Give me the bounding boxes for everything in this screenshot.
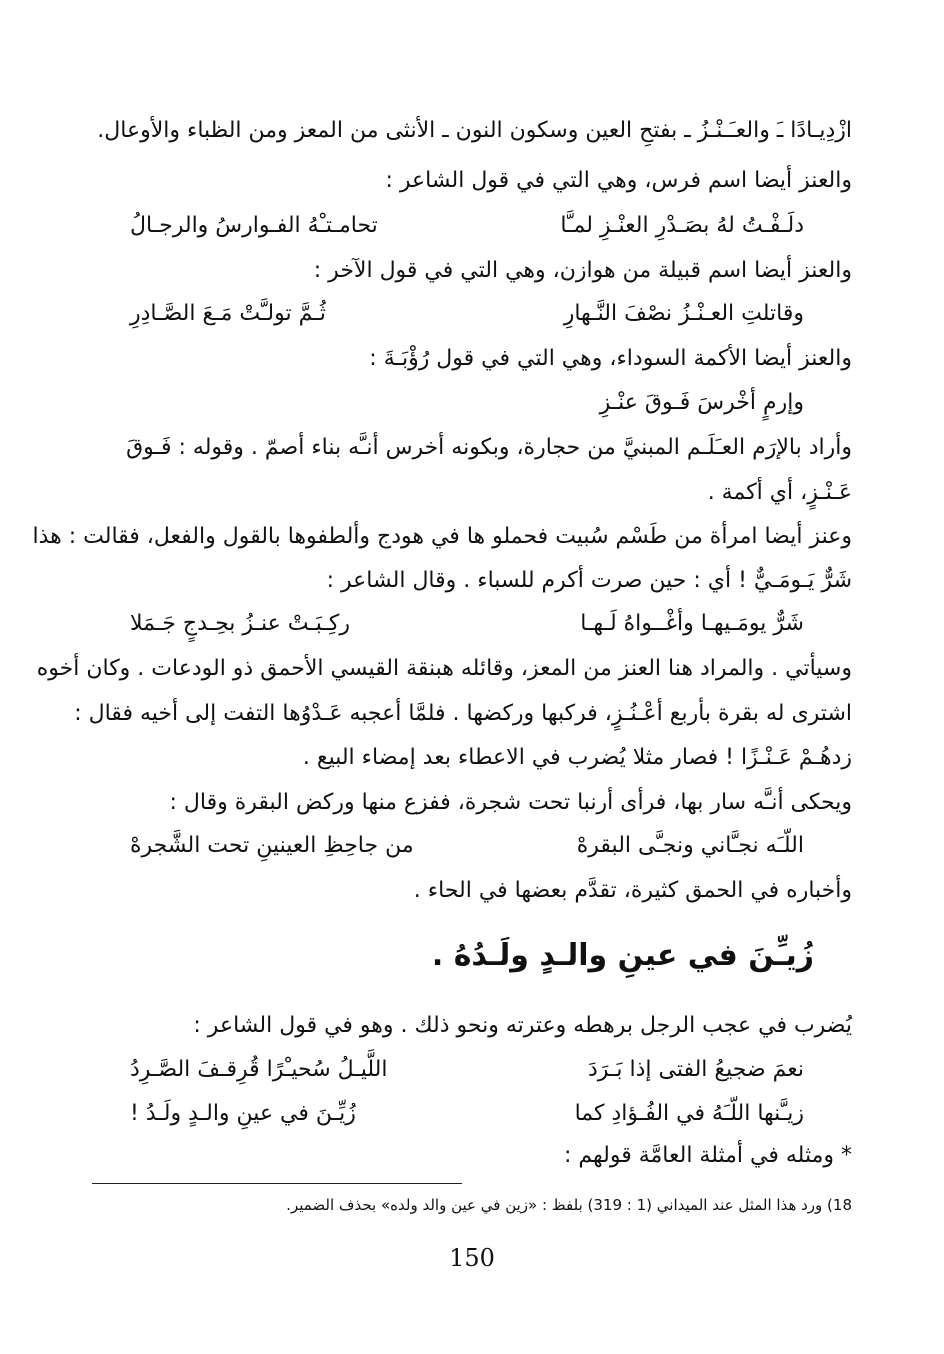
verse — [130, 297, 804, 331]
body-line: وعنز أيضا امرأة من طَسْم سُبيت فحملو ها في هودج وألطفوها بالقول والفعل، فقالت : هذا — [32, 524, 852, 549]
body-line: * ومثله في أمثلة العامَّة قولهم : — [563, 1143, 852, 1168]
proverb-heading: زُيـِّنَ في عينِ والـدٍ ولَـدُهُ . — [431, 938, 814, 973]
verse-first-hemistich: وقاتلتِ العـنْـزُ نصْفَ النَّـهارِ — [563, 301, 804, 326]
body-line: يُضرب في عجب الرجل برهطه وعترته ونحو ذلك . وهو في قول الشاعر : — [193, 1013, 852, 1038]
body-line: زدهُـمْ عَـنْـزًا ! فصار مثلا يُضرب في الاعطاء بعد إمضاء البيع . — [302, 745, 852, 770]
verse-second-hemistich: من جاحِظِ العينينِ تحت الشَّجرهْ — [130, 833, 414, 858]
verse — [130, 1053, 804, 1087]
body-line: ازْدِيـادًا ـَ والعـَـنْـزُ ـ بفتحِ العين وسكون النون ـ الأنثى من المعز ومن الظباء والأوعال. — [97, 118, 852, 143]
footnote: 18) ورد هذا المثل عند الميداني (1 : 319) بلفظ : «زين في عين والد ولده» بحذف الضمير. — [286, 1196, 852, 1214]
body-line: وأراد بالإرَم العـَلَـم المبنيَّ من حجارة، وبكونه أخرس أنـَّه بناء أصمّ . وقوله : فَـوقَ — [126, 435, 852, 460]
page-number: 150 — [449, 1244, 495, 1272]
verse-second-hemistich: اللَّيـلُ سُحيـْرًا قُرِقـفَ الصَّـرِدُ — [130, 1057, 388, 1082]
verse-first-hemistich: اللّـَه نجـَّاني ونجـَّى البقرهْ — [576, 833, 804, 858]
body-line: والعنز أيضا الأكمة السوداء، وهي التي في قول رُؤْبَـةَ : — [369, 346, 852, 371]
verse — [130, 829, 804, 863]
verse-second-hemistich: ثُـمَّ تولـَّتْ مَـعَ الصَّـادِرِ — [130, 301, 326, 326]
body-line: والعنز أيضا اسم فرس، وهي التي في قول الشاعر : — [385, 168, 852, 193]
verse-first-hemistich: زيـَّنها اللّـَهُ في الفُـؤادِ كما — [574, 1101, 804, 1126]
verse-second-hemistich: زُيِّـنَ في عينِ والـدٍ ولَـدُ ! — [130, 1101, 356, 1126]
verse-second-hemistich: تحامـتـْهُ الفـوارسُ والرجـالُ — [130, 213, 378, 238]
body-line: اشترى له بقرة بأربع أعْـنُـزٍ، فركبها وركضها . فلمَّا أعجبه عَـدْوُها التفت إلى أخيه فقال : — [74, 701, 852, 726]
verse-first-hemistich: شَرٌّ يومَـيهـا وأغْــواهُ لَـهـا — [580, 611, 804, 636]
body-line: عَـنْـزٍ، أي أكمة . — [707, 480, 852, 505]
body-line: ويحكى أنـَّه سار بها، فرأى أرنبا تحت شجرة، ففزع منها وركض البقرة وقال : — [169, 790, 852, 815]
body-line: وأخباره في الحمق كثيرة، تقدَّم بعضها في الحاء . — [413, 878, 852, 903]
footnote-divider — [92, 1183, 462, 1184]
body-line: وسيأتي . والمراد هنا العنز من المعز، وقائله هبنقة القيسي الأحمق ذو الودعات . وكان أخوه — [36, 656, 852, 681]
verse — [130, 209, 804, 243]
verse — [420, 386, 804, 420]
verse-first-hemistich: دلَـفْـتُ لهُ بصَـدْرِ العنْـزِ لمـَّا — [560, 213, 804, 238]
verse — [130, 607, 804, 641]
body-line: والعنز أيضا اسم قبيلة من هوازن، وهي التي في قول الآخر : — [313, 258, 852, 283]
verse-first-hemistich: وإرمٍ أخْرسَ فَـوقَ عنْـزِ — [599, 390, 804, 415]
verse-first-hemistich: نعمَ ضجيعُ الفتى إذا بَـرَدَ — [587, 1057, 804, 1082]
body-line: شَرٌّ يَـومَـيٌّ ! أي : حين صرت أكرم للسباء . وقال الشاعر : — [326, 568, 852, 593]
verse — [130, 1097, 804, 1131]
verse-second-hemistich: ركِـبَـتْ عنـزُ بحِـدجٍ جَـمَلا — [130, 611, 350, 636]
